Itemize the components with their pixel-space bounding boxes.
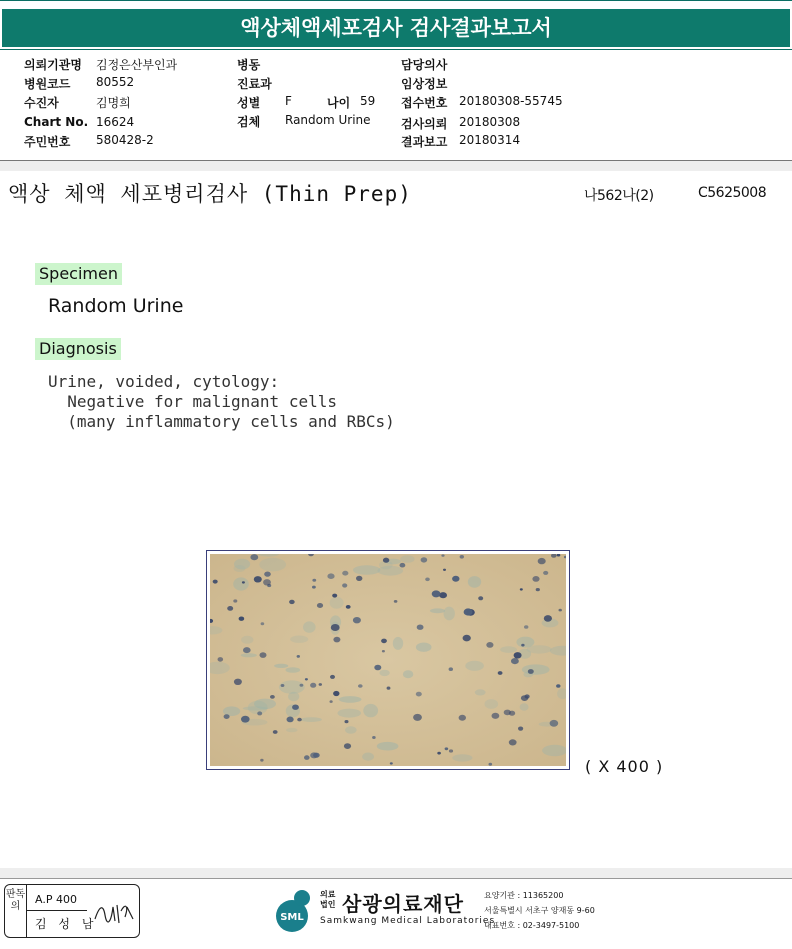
value-age: 59 [360,94,376,108]
label-patient: 수진자 [24,96,59,110]
stamp-pathologist-name: 김 성 남 [35,917,98,931]
label-chart-no: Chart No. [24,115,89,129]
org-english-name: Samkwang Medical Laboratories [320,916,496,926]
value-sex: F [285,94,292,108]
label-resident-no: 주민번호 [24,135,71,149]
diagnosis-line: Negative for malignant cells [48,392,337,411]
report-code-2: C5625008 [698,185,767,201]
org-prefix: 의료 법인 [320,890,336,909]
label-receipt-no: 접수번호 [401,96,448,110]
diagnosis-text [48,372,395,432]
value-hospital-code: 80552 [96,75,135,89]
cell-micrograph [210,554,566,766]
specimen-section-label: Specimen [35,263,122,285]
value-report-date: 20180314 [459,133,521,147]
report-title: 액상체액세포검사 검사결과보고서 [2,9,790,47]
value-patient: 김명희 [96,96,131,110]
report-code-1: 나562나(2) [584,188,654,204]
magnification-label: ( X 400 ) [585,757,664,776]
label-ward: 병동 [237,58,261,72]
label-report-date: 결과보고 [401,135,448,149]
diagnosis-line: (many inflammatory cells and RBCs) [48,412,395,431]
label-request-date: 검사의뢰 [401,117,448,131]
value-institution: 김정은산부인과 [96,58,178,72]
sml-logo-icon [270,888,316,934]
label-clinical-info: 임상정보 [401,77,448,91]
micrograph-image [210,554,566,766]
org-contact [484,888,595,933]
value-request-date: 20180308 [459,115,521,129]
diagnosis-line: Urine, voided, cytology: [48,372,280,391]
label-age: 나이 [327,96,351,110]
patient-info-block [0,54,792,162]
report-heading: 액상 체액 세포병리검사 (Thin Prep) [8,182,412,206]
value-receipt-no: 20180308-55745 [459,94,563,108]
label-specimen-type: 검체 [237,115,261,129]
contact-line: 요양기관 : 11365200 [484,891,564,900]
signature-mark [91,897,137,929]
contact-line: 대표번호 : 02-3497-5100 [484,921,580,930]
footer-divider [0,878,792,879]
footer-band [0,868,792,878]
lab-logo [270,886,595,940]
stamp-ap-number: A.P 400 [35,893,77,906]
stamp-vertical-label: 판독의 [5,885,27,937]
label-doctor: 담당의사 [401,58,448,72]
org-name: 삼광의료재단 [342,892,464,916]
value-specimen-type: Random Urine [285,113,371,127]
diagnosis-section-label: Diagnosis [35,338,121,360]
stamp-divider [27,910,87,911]
label-hospital-code: 병원코드 [24,77,71,91]
svg-text:SML: SML [280,912,304,923]
micrograph-frame [206,550,570,770]
header-band [0,161,792,171]
specimen-value: Random Urine [48,295,184,317]
label-department: 진료과 [237,77,272,91]
report-title-bar [0,0,792,50]
label-sex: 성별 [237,96,261,110]
contact-line: 서울특별시 서초구 양재동 9-60 [484,906,595,915]
pathologist-stamp [4,884,140,938]
label-institution: 의뢰기관명 [24,58,82,72]
value-resident-no: 580428-2 [96,133,154,147]
value-chart-no: 16624 [96,115,135,129]
